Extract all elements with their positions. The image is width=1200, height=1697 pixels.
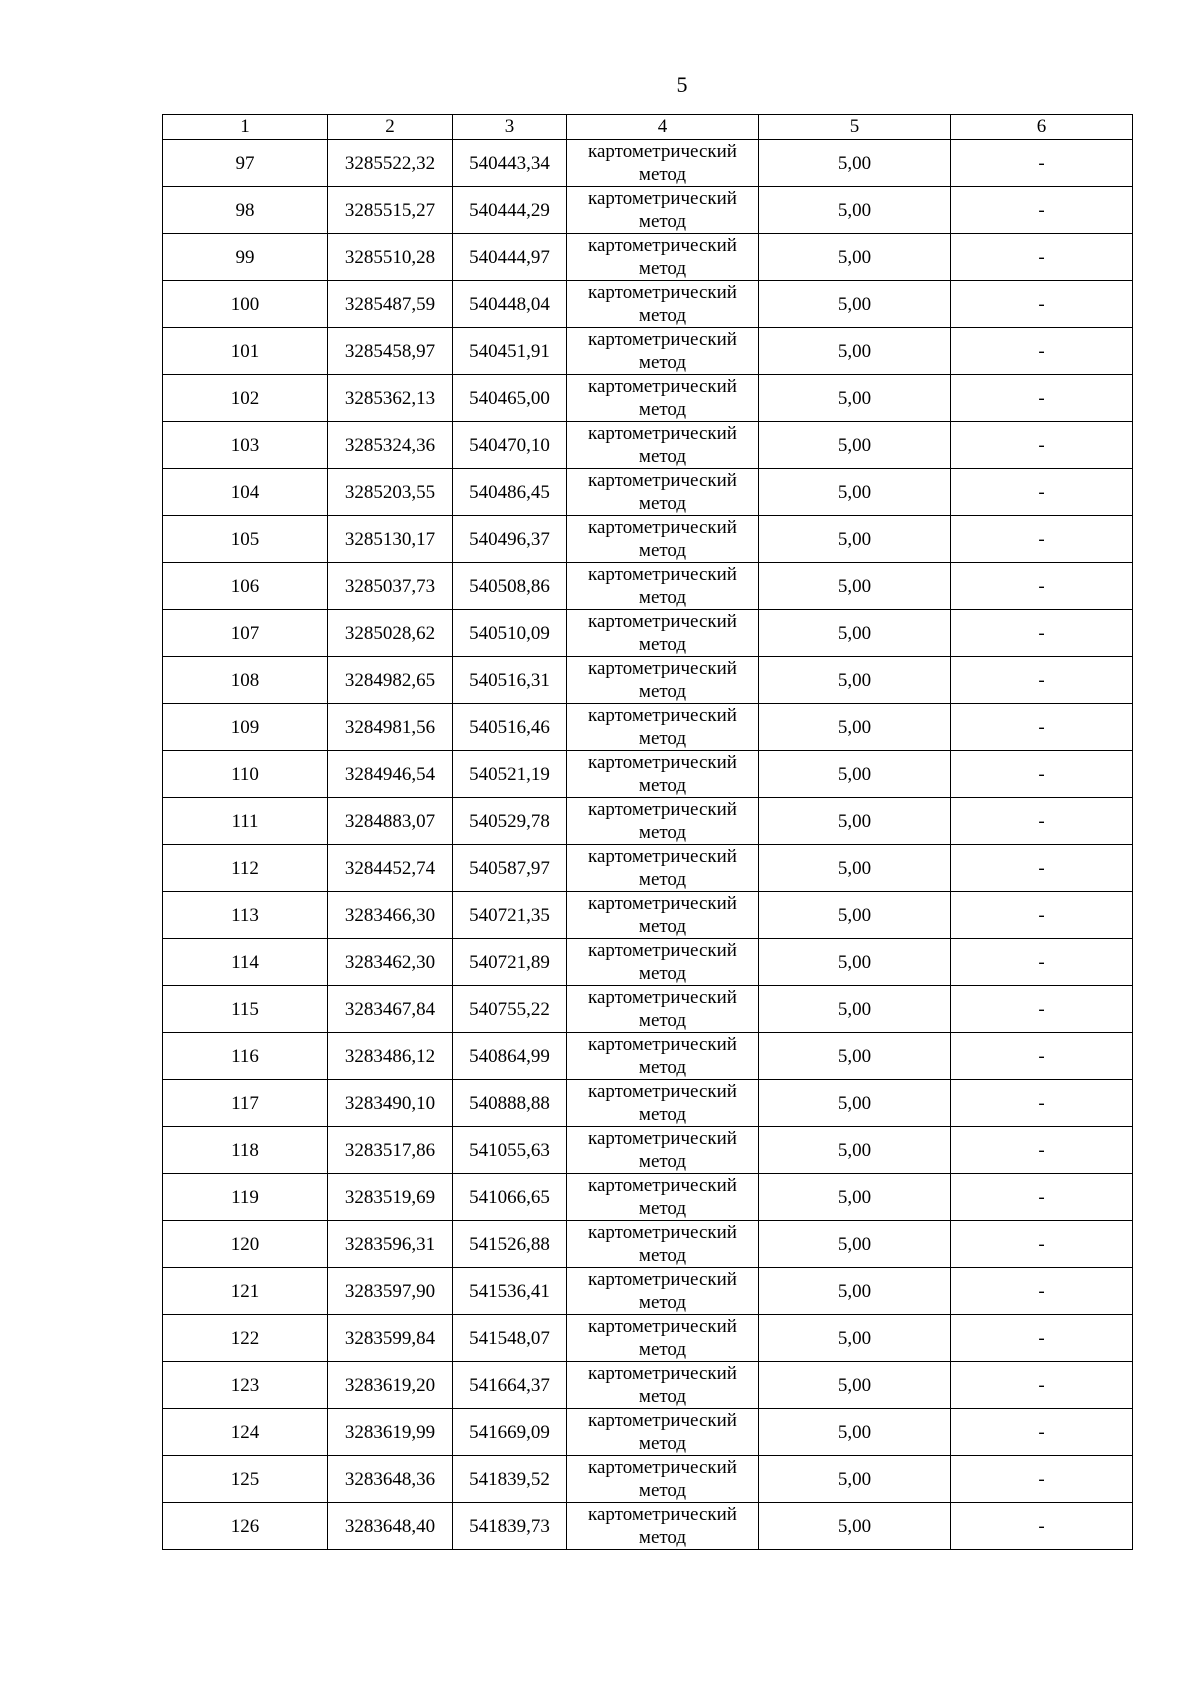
accuracy-cell: 5,00 bbox=[759, 845, 951, 892]
point-number-cell: 101 bbox=[163, 328, 328, 375]
note-cell: - bbox=[951, 704, 1133, 751]
method-cell: картометрический метод bbox=[567, 1362, 759, 1409]
point-number-cell: 104 bbox=[163, 469, 328, 516]
x-coordinate-cell: 3284452,74 bbox=[328, 845, 453, 892]
note-cell: - bbox=[951, 422, 1133, 469]
note-cell: - bbox=[951, 234, 1133, 281]
method-cell: картометрический метод bbox=[567, 1080, 759, 1127]
method-cell: картометрический метод bbox=[567, 1456, 759, 1503]
x-coordinate-cell: 3283648,36 bbox=[328, 1456, 453, 1503]
accuracy-cell: 5,00 bbox=[759, 516, 951, 563]
method-cell: картометрический метод bbox=[567, 1033, 759, 1080]
y-coordinate-cell: 540448,04 bbox=[453, 281, 567, 328]
point-number-cell: 102 bbox=[163, 375, 328, 422]
accuracy-cell: 5,00 bbox=[759, 1268, 951, 1315]
x-coordinate-cell: 3283490,10 bbox=[328, 1080, 453, 1127]
column-header: 4 bbox=[567, 115, 759, 140]
y-coordinate-cell: 540516,31 bbox=[453, 657, 567, 704]
table-row bbox=[163, 469, 1133, 516]
x-coordinate-cell: 3285487,59 bbox=[328, 281, 453, 328]
point-number-cell: 126 bbox=[163, 1503, 328, 1550]
y-coordinate-cell: 540444,97 bbox=[453, 234, 567, 281]
table-row bbox=[163, 986, 1133, 1033]
column-header: 5 bbox=[759, 115, 951, 140]
column-number-row bbox=[163, 115, 1133, 140]
accuracy-cell: 5,00 bbox=[759, 281, 951, 328]
note-cell: - bbox=[951, 1503, 1133, 1550]
y-coordinate-cell: 541669,09 bbox=[453, 1409, 567, 1456]
x-coordinate-cell: 3283619,20 bbox=[328, 1362, 453, 1409]
point-number-cell: 118 bbox=[163, 1127, 328, 1174]
method-cell: картометрический метод bbox=[567, 657, 759, 704]
point-number-cell: 103 bbox=[163, 422, 328, 469]
x-coordinate-cell: 3284981,56 bbox=[328, 704, 453, 751]
method-cell: картометрический метод bbox=[567, 704, 759, 751]
x-coordinate-cell: 3285510,28 bbox=[328, 234, 453, 281]
method-cell: картометрический метод bbox=[567, 610, 759, 657]
accuracy-cell: 5,00 bbox=[759, 1362, 951, 1409]
method-cell: картометрический метод bbox=[567, 845, 759, 892]
x-coordinate-cell: 3283597,90 bbox=[328, 1268, 453, 1315]
point-number-cell: 117 bbox=[163, 1080, 328, 1127]
y-coordinate-cell: 540443,34 bbox=[453, 140, 567, 187]
point-number-cell: 123 bbox=[163, 1362, 328, 1409]
method-cell: картометрический метод bbox=[567, 1409, 759, 1456]
point-number-cell: 115 bbox=[163, 986, 328, 1033]
accuracy-cell: 5,00 bbox=[759, 422, 951, 469]
column-header: 1 bbox=[163, 115, 328, 140]
accuracy-cell: 5,00 bbox=[759, 187, 951, 234]
accuracy-cell: 5,00 bbox=[759, 1080, 951, 1127]
accuracy-cell: 5,00 bbox=[759, 328, 951, 375]
point-number-cell: 109 bbox=[163, 704, 328, 751]
accuracy-cell: 5,00 bbox=[759, 798, 951, 845]
accuracy-cell: 5,00 bbox=[759, 469, 951, 516]
accuracy-cell: 5,00 bbox=[759, 1409, 951, 1456]
method-cell: картометрический метод bbox=[567, 281, 759, 328]
table-row bbox=[163, 563, 1133, 610]
accuracy-cell: 5,00 bbox=[759, 657, 951, 704]
x-coordinate-cell: 3285203,55 bbox=[328, 469, 453, 516]
table-row bbox=[163, 1456, 1133, 1503]
note-cell: - bbox=[951, 1221, 1133, 1268]
method-cell: картометрический метод bbox=[567, 892, 759, 939]
note-cell: - bbox=[951, 328, 1133, 375]
note-cell: - bbox=[951, 751, 1133, 798]
x-coordinate-cell: 3283462,30 bbox=[328, 939, 453, 986]
y-coordinate-cell: 541839,52 bbox=[453, 1456, 567, 1503]
method-cell: картометрический метод bbox=[567, 422, 759, 469]
column-header: 6 bbox=[951, 115, 1133, 140]
table-row bbox=[163, 328, 1133, 375]
note-cell: - bbox=[951, 798, 1133, 845]
method-cell: картометрический метод bbox=[567, 328, 759, 375]
method-cell: картометрический метод bbox=[567, 234, 759, 281]
x-coordinate-cell: 3283486,12 bbox=[328, 1033, 453, 1080]
table-row bbox=[163, 140, 1133, 187]
accuracy-cell: 5,00 bbox=[759, 140, 951, 187]
method-cell: картометрический метод bbox=[567, 1221, 759, 1268]
table-row bbox=[163, 1127, 1133, 1174]
table-row bbox=[163, 1221, 1133, 1268]
method-cell: картометрический метод bbox=[567, 939, 759, 986]
y-coordinate-cell: 540508,86 bbox=[453, 563, 567, 610]
x-coordinate-cell: 3285458,97 bbox=[328, 328, 453, 375]
method-cell: картометрический метод bbox=[567, 1268, 759, 1315]
table-row bbox=[163, 939, 1133, 986]
y-coordinate-cell: 541536,41 bbox=[453, 1268, 567, 1315]
y-coordinate-cell: 540451,91 bbox=[453, 328, 567, 375]
method-cell: картометрический метод bbox=[567, 140, 759, 187]
point-number-cell: 111 bbox=[163, 798, 328, 845]
note-cell: - bbox=[951, 1409, 1133, 1456]
point-number-cell: 113 bbox=[163, 892, 328, 939]
y-coordinate-cell: 541548,07 bbox=[453, 1315, 567, 1362]
table-row bbox=[163, 1268, 1133, 1315]
table-row bbox=[163, 892, 1133, 939]
point-number-cell: 98 bbox=[163, 187, 328, 234]
method-cell: картометрический метод bbox=[567, 516, 759, 563]
y-coordinate-cell: 540516,46 bbox=[453, 704, 567, 751]
y-coordinate-cell: 540521,19 bbox=[453, 751, 567, 798]
y-coordinate-cell: 540721,89 bbox=[453, 939, 567, 986]
accuracy-cell: 5,00 bbox=[759, 610, 951, 657]
table-row bbox=[163, 281, 1133, 328]
x-coordinate-cell: 3283519,69 bbox=[328, 1174, 453, 1221]
y-coordinate-cell: 540486,45 bbox=[453, 469, 567, 516]
y-coordinate-cell: 540465,00 bbox=[453, 375, 567, 422]
x-coordinate-cell: 3285130,17 bbox=[328, 516, 453, 563]
y-coordinate-cell: 540721,35 bbox=[453, 892, 567, 939]
method-cell: картометрический метод bbox=[567, 798, 759, 845]
point-number-cell: 122 bbox=[163, 1315, 328, 1362]
method-cell: картометрический метод bbox=[567, 469, 759, 516]
point-number-cell: 97 bbox=[163, 140, 328, 187]
accuracy-cell: 5,00 bbox=[759, 1221, 951, 1268]
note-cell: - bbox=[951, 657, 1133, 704]
column-header: 2 bbox=[328, 115, 453, 140]
table-row bbox=[163, 610, 1133, 657]
accuracy-cell: 5,00 bbox=[759, 1033, 951, 1080]
x-coordinate-cell: 3285028,62 bbox=[328, 610, 453, 657]
page-number: 5 bbox=[676, 72, 688, 97]
x-coordinate-cell: 3283619,99 bbox=[328, 1409, 453, 1456]
y-coordinate-cell: 541055,63 bbox=[453, 1127, 567, 1174]
accuracy-cell: 5,00 bbox=[759, 939, 951, 986]
table-row bbox=[163, 1503, 1133, 1550]
y-coordinate-cell: 541066,65 bbox=[453, 1174, 567, 1221]
x-coordinate-cell: 3283596,31 bbox=[328, 1221, 453, 1268]
table-row bbox=[163, 187, 1133, 234]
note-cell: - bbox=[951, 1456, 1133, 1503]
accuracy-cell: 5,00 bbox=[759, 563, 951, 610]
y-coordinate-cell: 540587,97 bbox=[453, 845, 567, 892]
note-cell: - bbox=[951, 516, 1133, 563]
table-row bbox=[163, 704, 1133, 751]
accuracy-cell: 5,00 bbox=[759, 751, 951, 798]
point-number-cell: 121 bbox=[163, 1268, 328, 1315]
note-cell: - bbox=[951, 469, 1133, 516]
table-row bbox=[163, 1362, 1133, 1409]
coordinates-table-body bbox=[163, 115, 1133, 1550]
note-cell: - bbox=[951, 1362, 1133, 1409]
note-cell: - bbox=[951, 986, 1133, 1033]
x-coordinate-cell: 3283467,84 bbox=[328, 986, 453, 1033]
note-cell: - bbox=[951, 1174, 1133, 1221]
method-cell: картометрический метод bbox=[567, 563, 759, 610]
point-number-cell: 114 bbox=[163, 939, 328, 986]
method-cell: картометрический метод bbox=[567, 187, 759, 234]
point-number-cell: 110 bbox=[163, 751, 328, 798]
y-coordinate-cell: 540444,29 bbox=[453, 187, 567, 234]
note-cell: - bbox=[951, 563, 1133, 610]
point-number-cell: 105 bbox=[163, 516, 328, 563]
method-cell: картометрический метод bbox=[567, 1315, 759, 1362]
table-row bbox=[163, 234, 1133, 281]
method-cell: картометрический метод bbox=[567, 751, 759, 798]
x-coordinate-cell: 3284946,54 bbox=[328, 751, 453, 798]
table-row bbox=[163, 798, 1133, 845]
table-row bbox=[163, 751, 1133, 798]
y-coordinate-cell: 540510,09 bbox=[453, 610, 567, 657]
x-coordinate-cell: 3283648,40 bbox=[328, 1503, 453, 1550]
x-coordinate-cell: 3284982,65 bbox=[328, 657, 453, 704]
table-row bbox=[163, 375, 1133, 422]
x-coordinate-cell: 3283466,30 bbox=[328, 892, 453, 939]
point-number-cell: 107 bbox=[163, 610, 328, 657]
accuracy-cell: 5,00 bbox=[759, 1503, 951, 1550]
y-coordinate-cell: 541664,37 bbox=[453, 1362, 567, 1409]
method-cell: картометрический метод bbox=[567, 375, 759, 422]
accuracy-cell: 5,00 bbox=[759, 986, 951, 1033]
point-number-cell: 106 bbox=[163, 563, 328, 610]
method-cell: картометрический метод bbox=[567, 1127, 759, 1174]
table-row bbox=[163, 1174, 1133, 1221]
table-row bbox=[163, 1080, 1133, 1127]
x-coordinate-cell: 3283599,84 bbox=[328, 1315, 453, 1362]
point-number-cell: 125 bbox=[163, 1456, 328, 1503]
x-coordinate-cell: 3285515,27 bbox=[328, 187, 453, 234]
point-number-cell: 108 bbox=[163, 657, 328, 704]
method-cell: картометрический метод bbox=[567, 986, 759, 1033]
accuracy-cell: 5,00 bbox=[759, 375, 951, 422]
point-number-cell: 120 bbox=[163, 1221, 328, 1268]
table-row bbox=[163, 422, 1133, 469]
accuracy-cell: 5,00 bbox=[759, 1456, 951, 1503]
point-number-cell: 119 bbox=[163, 1174, 328, 1221]
accuracy-cell: 5,00 bbox=[759, 234, 951, 281]
point-number-cell: 124 bbox=[163, 1409, 328, 1456]
note-cell: - bbox=[951, 939, 1133, 986]
y-coordinate-cell: 540529,78 bbox=[453, 798, 567, 845]
note-cell: - bbox=[951, 1127, 1133, 1174]
note-cell: - bbox=[951, 845, 1133, 892]
table-row bbox=[163, 845, 1133, 892]
note-cell: - bbox=[951, 1033, 1133, 1080]
y-coordinate-cell: 540888,88 bbox=[453, 1080, 567, 1127]
note-cell: - bbox=[951, 140, 1133, 187]
accuracy-cell: 5,00 bbox=[759, 1315, 951, 1362]
accuracy-cell: 5,00 bbox=[759, 1174, 951, 1221]
y-coordinate-cell: 540755,22 bbox=[453, 986, 567, 1033]
table-row bbox=[163, 657, 1133, 704]
table-row bbox=[163, 1033, 1133, 1080]
y-coordinate-cell: 541526,88 bbox=[453, 1221, 567, 1268]
point-number-cell: 100 bbox=[163, 281, 328, 328]
table-row bbox=[163, 516, 1133, 563]
accuracy-cell: 5,00 bbox=[759, 892, 951, 939]
y-coordinate-cell: 540496,37 bbox=[453, 516, 567, 563]
x-coordinate-cell: 3285522,32 bbox=[328, 140, 453, 187]
note-cell: - bbox=[951, 187, 1133, 234]
column-header: 3 bbox=[453, 115, 567, 140]
note-cell: - bbox=[951, 375, 1133, 422]
point-number-cell: 112 bbox=[163, 845, 328, 892]
point-number-cell: 99 bbox=[163, 234, 328, 281]
method-cell: картометрический метод bbox=[567, 1503, 759, 1550]
table-row bbox=[163, 1315, 1133, 1362]
table-row bbox=[163, 1409, 1133, 1456]
y-coordinate-cell: 540864,99 bbox=[453, 1033, 567, 1080]
x-coordinate-cell: 3283517,86 bbox=[328, 1127, 453, 1174]
x-coordinate-cell: 3285362,13 bbox=[328, 375, 453, 422]
note-cell: - bbox=[951, 281, 1133, 328]
method-cell: картометрический метод bbox=[567, 1174, 759, 1221]
note-cell: - bbox=[951, 1315, 1133, 1362]
x-coordinate-cell: 3285324,36 bbox=[328, 422, 453, 469]
note-cell: - bbox=[951, 1268, 1133, 1315]
coordinates-table bbox=[162, 114, 1133, 1550]
accuracy-cell: 5,00 bbox=[759, 704, 951, 751]
y-coordinate-cell: 540470,10 bbox=[453, 422, 567, 469]
accuracy-cell: 5,00 bbox=[759, 1127, 951, 1174]
x-coordinate-cell: 3284883,07 bbox=[328, 798, 453, 845]
y-coordinate-cell: 541839,73 bbox=[453, 1503, 567, 1550]
note-cell: - bbox=[951, 892, 1133, 939]
x-coordinate-cell: 3285037,73 bbox=[328, 563, 453, 610]
point-number-cell: 116 bbox=[163, 1033, 328, 1080]
note-cell: - bbox=[951, 610, 1133, 657]
note-cell: - bbox=[951, 1080, 1133, 1127]
